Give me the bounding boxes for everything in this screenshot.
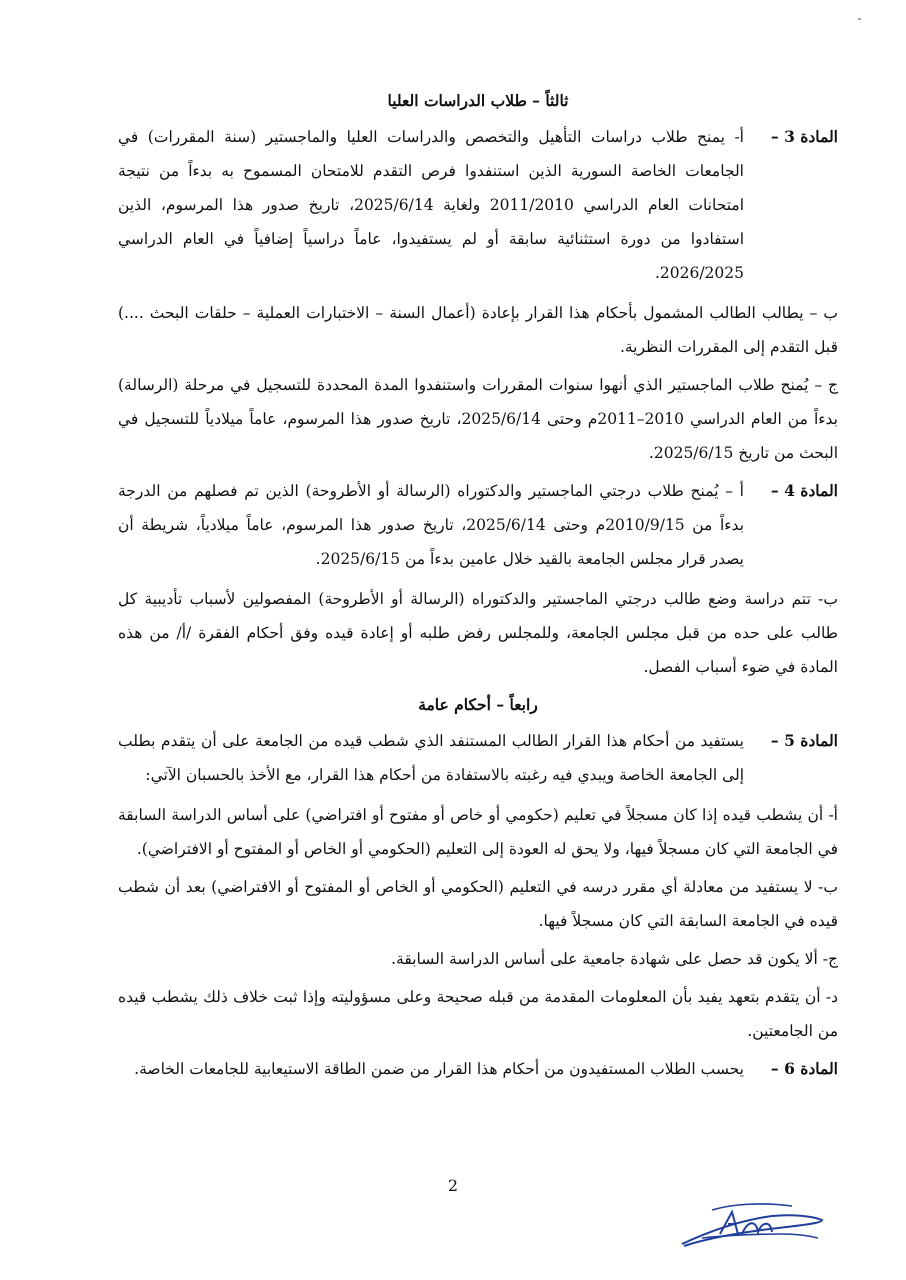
- paragraph-b: ب – يطالب الطالب المشمول بأحكام هذا القرار بإعادة (أعمال السنة – الاختبارات العملية – حلقات البحث ....) قبل التقدم إلى المقررات النظرية.: [118, 304, 838, 356]
- article-label: المادة 6 –: [770, 1059, 838, 1078]
- paragraph-d: د- أن يتقدم بتعهد يفيد بأن المعلومات المقدمة من قبله صحيحة وعلى مسؤوليته وإذا ثبت خلاف ذلك يشطب قيده من الجامعتين.: [118, 988, 838, 1040]
- article-4: [118, 474, 838, 578]
- paragraph-c: ج- ألا يكون قد حصل على شهادة جامعية على أساس الدراسة السابقة.: [391, 950, 838, 968]
- paragraph-b: ب- لا يستفيد من معادلة أي مقرر درسه في التعليم (الحكومي أو الخاص أو المفتوح أو الافتراضي) بعد أن شطب قيده في الجامعة السابقة التي كان مسجلاً فيها.: [118, 878, 838, 930]
- article-body: [118, 474, 744, 578]
- paragraph-a: أ- أن يشطب قيده إذا كان مسجلاً في تعليم (حكومي أو خاص أو مفتوح أو افتراضي) على أساس الدراسة السابقة في الجامعة التي كان مسجلاً فيها، ولا يحق له العودة إلى التعليم (الحكومي أو الخاص أو المفتوح أو الافتراضي).: [118, 806, 838, 858]
- article-label: المادة 5 –: [770, 731, 838, 750]
- article-label: المادة 4 –: [770, 481, 838, 500]
- document-body: [118, 84, 838, 1088]
- paragraph-c: ج – يُمنح طلاب الماجستير الذي أنهوا سنوات المقررات واستنفدوا المدة المحددة للتسجيل في مرحلة (الرسالة) بدءاً من العام الدراسي 2010–2011م وحتى 2025/6/14، تاريخ صدور هذا المرسوم، عاماً ميلادياً للتسجيل في البحث من تاريخ 2025/6/15.: [118, 376, 838, 462]
- article-5: [118, 724, 838, 794]
- paragraph-a: أ- يمنح طلاب دراسات التأهيل والتخصص والدراسات العليا والماجستير (سنة المقررات) في الجامعات الخاصة السورية الذين استنفدوا فرص التقدم للامتحان المسموح به بدءاً من نتيجة امتحانات العام الدراسي 2011/2010 ولغاية 2025/6/14، تاريخ صدور هذا المرسوم، الذين استفادوا من دورة استثنائية سابقة أو لم يستفيدوا، عاماً دراسياً إضافياً في العام الدراسي 2026/2025.: [118, 128, 744, 282]
- section-heading-graduate-students: ثالثاً – طلاب الدراسات العليا: [387, 91, 569, 110]
- paragraph-a: أ – يُمنح طلاب درجتي الماجستير والدكتوراه (الرسالة أو الأطروحة) الذين تم فصلهم من الدرجة بدءاً من 2010/9/15م وحتى 2025/6/14، تاريخ صدور هذا المرسوم، عاماً ميلادياً، شريطة أن يصدر قرار مجلس الجامعة بالقيد خلال عامين بدءاً من 2025/6/15.: [118, 482, 744, 568]
- paragraph-b: ب- تتم دراسة وضع طالب درجتي الماجستير والدكتوراه (الرسالة أو الأطروحة) المفصولين لأسباب تأديبية كل طالب على حده من قبل مجلس الجامعة، وللمجلس رفض طلبه أو إعادة قيده وفق أحكام الفقرة /أ/ من هذه المادة في ضوء أسباب الفصل.: [118, 590, 838, 676]
- article-6: [118, 1052, 838, 1088]
- article-body: [118, 120, 744, 292]
- article-body: [118, 1052, 744, 1088]
- article-3: [118, 120, 838, 292]
- scan-speck: [858, 18, 861, 20]
- paragraph-intro: يستفيد من أحكام هذا القرار الطالب المستنفد الذي شطب قيده من الجامعة على أن يتقدم بطلب إلى الجامعة الخاصة ويبدي فيه رغبته بالاستفادة من أحكام هذا القرار، مع الأخذ بالحسبان الآتي:: [118, 732, 744, 784]
- paragraph-text: يحسب الطلاب المستفيدون من أحكام هذا القرار من ضمن الطاقة الاستيعابية للجامعات الخاصة.: [134, 1060, 744, 1078]
- page-number: 2: [447, 1176, 459, 1195]
- article-label: المادة 3 –: [770, 127, 838, 146]
- signature-icon: [672, 1190, 832, 1254]
- article-body: [118, 724, 744, 794]
- section-heading-general-provisions: رابعاً – أحكام عامة: [418, 695, 538, 714]
